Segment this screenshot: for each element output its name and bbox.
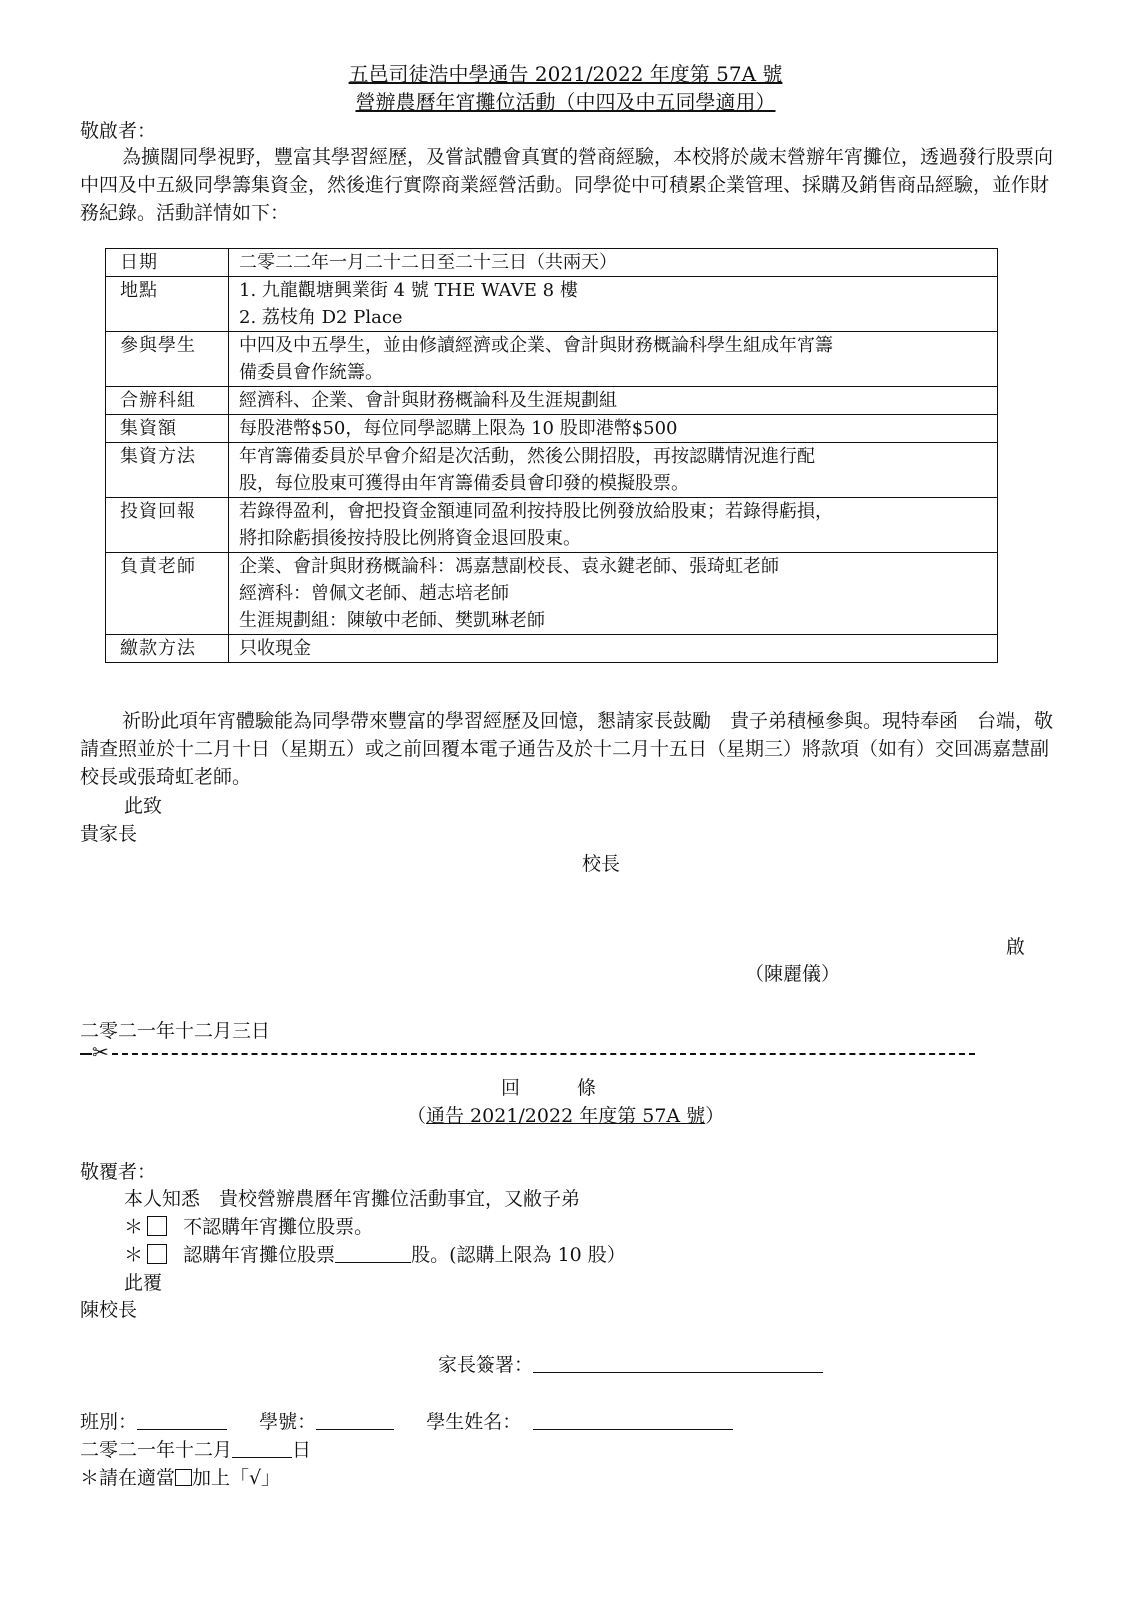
reply-date: 二零二一年十二月 日 — [80, 1439, 312, 1461]
details-label: 日期 — [106, 249, 229, 277]
cut-line — [80, 1040, 975, 1064]
details-row — [106, 498, 998, 553]
intro-text: 為擴闊同學視野，豐富其學習經歷，及嘗試體會真實的營商經驗，本校將於歲末營辦年宵攤位，透過發行股票向中四及中五級同學籌集資金，然後進行實際商業經營活動。同學從中可積累企業管理、採購及銷售商品經驗，並作財務紀錄。活動詳情如下： — [80, 146, 1054, 224]
details-value — [229, 443, 998, 498]
details-value-line: 生涯規劃組：陳敏中老師、樊凱琳老師 — [239, 610, 545, 631]
checkbox-note: ＊請在適當 加上「√」 — [80, 1467, 281, 1489]
option-subscribe: ＊ 認購年宵攤位股票 股。(認購上限為 10 股） — [124, 1244, 626, 1266]
details-value-line: 中四及中五學生，並由修讀經濟或企業、會計與財務概論科學生組成年宵籌 — [239, 335, 833, 356]
reply-title: 回 條 — [501, 1077, 597, 1099]
reply-statement: 本人知悉 貴校營辦農曆年宵攤位活動事宜，又敝子弟 — [124, 1188, 581, 1210]
details-label: 合辦科組 — [106, 387, 229, 415]
option-no-subscribe-checkbox[interactable] — [147, 1216, 167, 1236]
closing-paragraph — [80, 707, 1055, 791]
closing-recipient: 貴家長 — [80, 823, 138, 845]
details-value-line: 企業、會計與財務概論科：馮嘉慧副校長、袁永鍵老師、張琦虹老師 — [239, 556, 779, 577]
details-row — [106, 277, 998, 332]
reply-subtitle: （通告 2021/2022 年度第 57A 號） — [407, 1105, 725, 1127]
class-field[interactable] — [137, 1429, 227, 1430]
reply-to: 陳校長 — [80, 1299, 138, 1321]
closing-text: 祈盼此項年宵體驗能為同學帶來豐富的學習經歷及回憶，懇請家長鼓勵 貴子弟積極參與。現特奉函 台端，敬請查照並於十二月十日（星期五）或之前回覆本電子通告及於十二月十五日（星期三）將款項（如有）交回馮嘉慧副校長或張琦虹老師。 — [80, 710, 1054, 788]
details-value-line: 2. 荔枝角 D2 Place — [239, 307, 403, 328]
details-label: 負責老師 — [106, 553, 229, 635]
shares-quantity-field[interactable] — [335, 1262, 411, 1263]
details-value — [229, 249, 998, 277]
student-info-row: 班別： 學號： 學生姓名： — [80, 1407, 733, 1434]
details-label: 集資方法 — [106, 443, 229, 498]
principal-title: 校長 — [582, 853, 621, 875]
reply-fu: 此覆 — [124, 1272, 163, 1294]
details-value-line: 股，每位股東可獲得由年宵籌備委員會印發的模擬股票。 — [239, 473, 689, 494]
details-value-line: 若錄得盈利，會把投資金額連同盈利按持股比例發放給股東；若錄得虧損， — [239, 501, 833, 522]
closing-zhi: 此致 — [124, 795, 163, 817]
details-value — [229, 635, 998, 663]
student-number-field[interactable] — [316, 1429, 394, 1430]
details-value — [229, 415, 998, 443]
details-value-line: 二零二二年一月二十二日至二十三日（共兩天） — [239, 252, 617, 273]
notice-date: 二零二一年十二月三日 — [80, 1020, 271, 1042]
details-value — [229, 498, 998, 553]
details-value-line: 每股港幣$50，每位同學認購上限為 10 股即港幣$500 — [239, 418, 678, 439]
intro-paragraph — [80, 143, 1055, 227]
salutation: 敬啟者： — [80, 120, 157, 142]
notice-subtitle: 營辦農曆年宵攤位活動（中四及中五同學適用） — [355, 90, 776, 114]
closing-qi: 啟 — [1006, 936, 1026, 958]
details-value-line: 經濟科：曾佩文老師、趙志培老師 — [239, 583, 509, 604]
details-label: 投資回報 — [106, 498, 229, 553]
details-label: 繳款方法 — [106, 635, 229, 663]
details-row — [106, 387, 998, 415]
parent-signature: 家長簽署： — [438, 1350, 823, 1377]
reply-day-field[interactable] — [232, 1457, 292, 1458]
details-row — [106, 249, 998, 277]
notice-title: 五邑司徒浩中學通告 2021/2022 年度第 57A 號 — [348, 62, 783, 86]
details-row — [106, 635, 998, 663]
details-value — [229, 277, 998, 332]
option-subscribe-checkbox[interactable] — [147, 1244, 167, 1264]
scissors-icon: ✂ — [92, 1040, 109, 1064]
details-value-line: 備委員會作統籌。 — [239, 362, 383, 383]
details-row — [106, 443, 998, 498]
details-label: 參與學生 — [106, 332, 229, 387]
details-label: 地點 — [106, 277, 229, 332]
student-name-field[interactable] — [533, 1429, 733, 1430]
details-row — [106, 415, 998, 443]
details-value-line: 年宵籌備委員於早會介紹是次活動，然後公開招股，再按認購情況進行配 — [239, 446, 815, 467]
principal-name: （陳麗儀） — [745, 963, 841, 985]
details-value-line: 將扣除虧損後按持股比例將資金退回股東。 — [239, 528, 581, 549]
details-value — [229, 553, 998, 635]
details-value-line: 1. 九龍觀塘興業街 4 號 THE WAVE 8 樓 — [239, 280, 578, 301]
details-value — [229, 387, 998, 415]
details-table — [105, 248, 998, 663]
parent-signature-field[interactable] — [533, 1372, 823, 1373]
details-row — [106, 332, 998, 387]
note-box-icon — [175, 1469, 192, 1486]
details-value-line: 經濟科、企業、會計與財務概論科及生涯規劃組 — [239, 390, 617, 411]
details-label: 集資額 — [106, 415, 229, 443]
option-no-subscribe: ＊ 不認購年宵攤位股票。 — [124, 1216, 374, 1238]
details-value — [229, 332, 998, 387]
details-row — [106, 553, 998, 635]
reply-salutation: 敬覆者： — [80, 1161, 157, 1183]
details-value-line: 只收現金 — [239, 638, 311, 659]
reply-reference: 通告 2021/2022 年度第 57A 號 — [426, 1105, 706, 1127]
